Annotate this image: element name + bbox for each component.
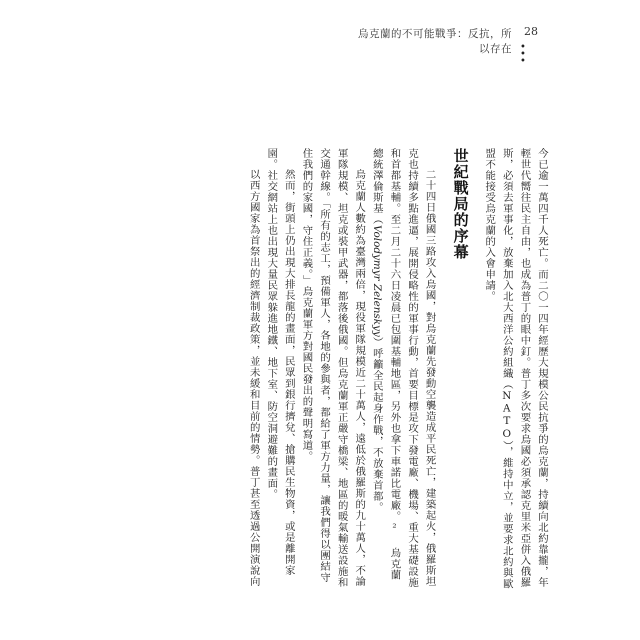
paragraph: 烏克蘭人數約為臺灣兩倍，現役軍隊規模近二十萬人，遠低於俄羅斯的九十萬人，不論軍隊規模、坦克或裝甲武器，都落後俄國。但烏克蘭軍正嚴守橋梁、地區的暖氣輸送設施和交通幹線。「所有的志工，預備軍人，各地的參與者，都給了軍方力量，讓我們得以團結守住我們的家國，守住正義。」烏克蘭軍方對國民發出的聲明寫道。	[300, 148, 366, 588]
page-number: 28	[524, 25, 538, 38]
paragraph	[367, 148, 437, 590]
section-heading: 世紀戰局的序幕	[451, 148, 470, 260]
paragraph: 今已逾一萬四千人死亡。而二〇一四年經歷大規模公民抗爭的烏克蘭，持續向北約靠攏，年輕世代嚮往民主自由，也成為普丁的眼中釘。普丁多次要求烏國必須承認克里米亞併入俄羅斯，必須去軍事化，放棄加入北大西洋公約組織（NATO），維持中立，並要求北約與歐盟不能接受烏克蘭的入會申請。	[483, 148, 548, 590]
paragraph: 然而，街頭上仍出現大排長龍的畫面，民眾到銀行擠兌、搶購民生物資，或是離開家園。社交網站上也出現大量民眾躲進地鐵、地下室、防空洞避難的畫面。	[265, 148, 295, 576]
latin-name: Volodymyr Zelenskyy	[370, 225, 383, 337]
decorative-dots: • • •	[520, 42, 528, 67]
running-head: 烏克蘭的不可能戰爭：反抗，所以存在	[358, 28, 512, 55]
paragraph-text: 二十四日俄國三路攻入烏國，對烏克蘭先發動空襲造成平民死亡，建築起火，俄羅斯坦克也持續多點進逼，展開侵略性的軍事行動，首要目標是攻下發電廠、機場、重大基礎設施和首都基輔。至二月二十六日凌晨已包圍基輔地區，另外也拿下車諾比電廠。² 烏克蘭總統澤倫斯基（	[370, 148, 436, 588]
paragraph: 以西方國家為首祭出的經濟制裁政策，並未緩和目前的情勢。普丁甚至透過公開演說向	[247, 168, 260, 587]
paragraph-text: ）呼籲全民起身作戰，不放棄首都。	[370, 336, 383, 513]
body-text	[244, 148, 550, 590]
